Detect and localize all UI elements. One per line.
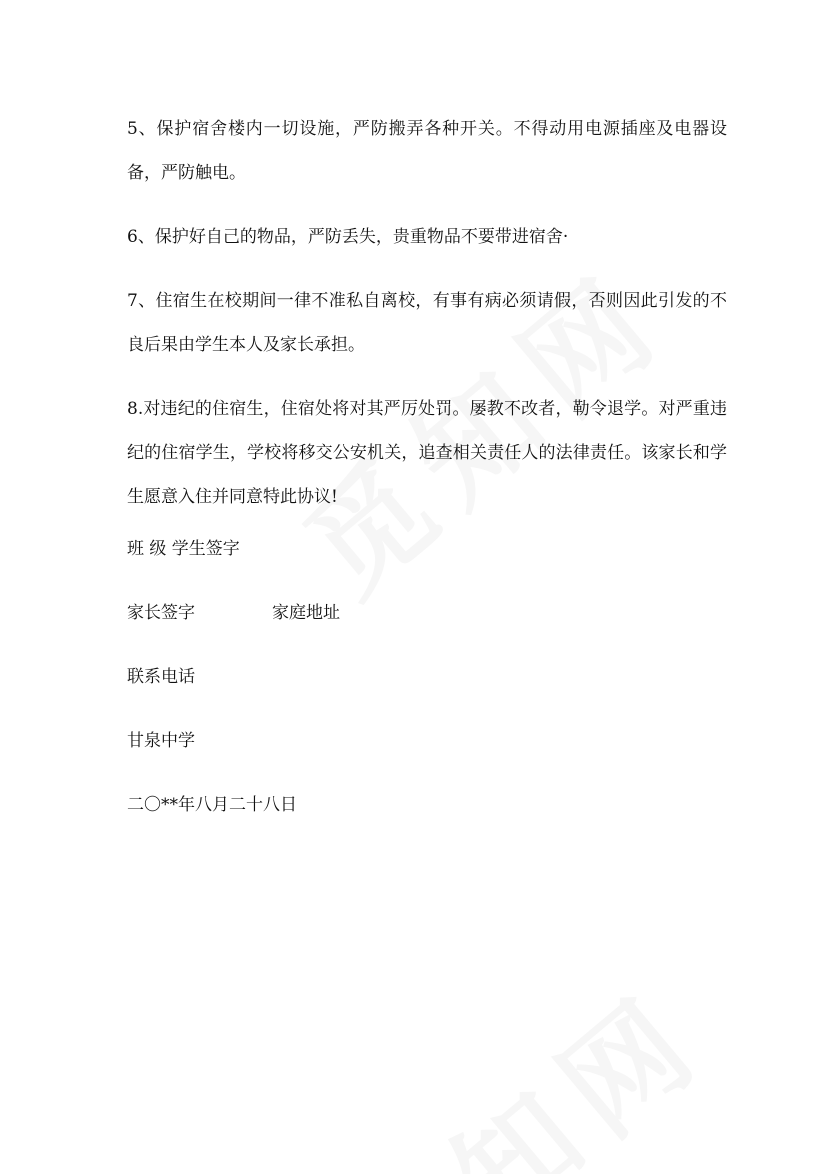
class-student-signature-label: 班 级 学生签字	[127, 539, 240, 559]
document-date: 二〇**年八月二十八日	[127, 795, 297, 815]
rule-paragraph-6: 6、保护好自己的物品，严防丢失，贵重物品不要带进宿舍·	[127, 227, 569, 247]
watermark	[304, 945, 736, 1174]
parent-signature-label: 家长签字	[127, 603, 195, 623]
rule-paragraph-8: 8.对违纪的住宿生，住宿处将对其严厉处罚。屡教不改者，勒令退学。对严重违纪的住宿学生，学校将移交公安机关，追查相关责任人的法律责任。该家长和学生愿意入住并同意特此协议!	[127, 399, 727, 507]
home-address-label: 家庭地址	[272, 603, 340, 623]
document-body	[127, 107, 727, 815]
rule-paragraph-5: 5、保护宿舍楼内一切设施，严防搬弄各种开关。不得动用电源插座及电器设备，严防触电。	[127, 119, 727, 183]
phone-label: 联系电话	[127, 667, 195, 687]
school-name: 甘泉中学	[127, 731, 195, 751]
rule-paragraph-7: 7、住宿生在校期间一律不准私自离校，有事有病必须请假，否则因此引发的不良后果由学生本人及家长承担。	[127, 291, 727, 355]
